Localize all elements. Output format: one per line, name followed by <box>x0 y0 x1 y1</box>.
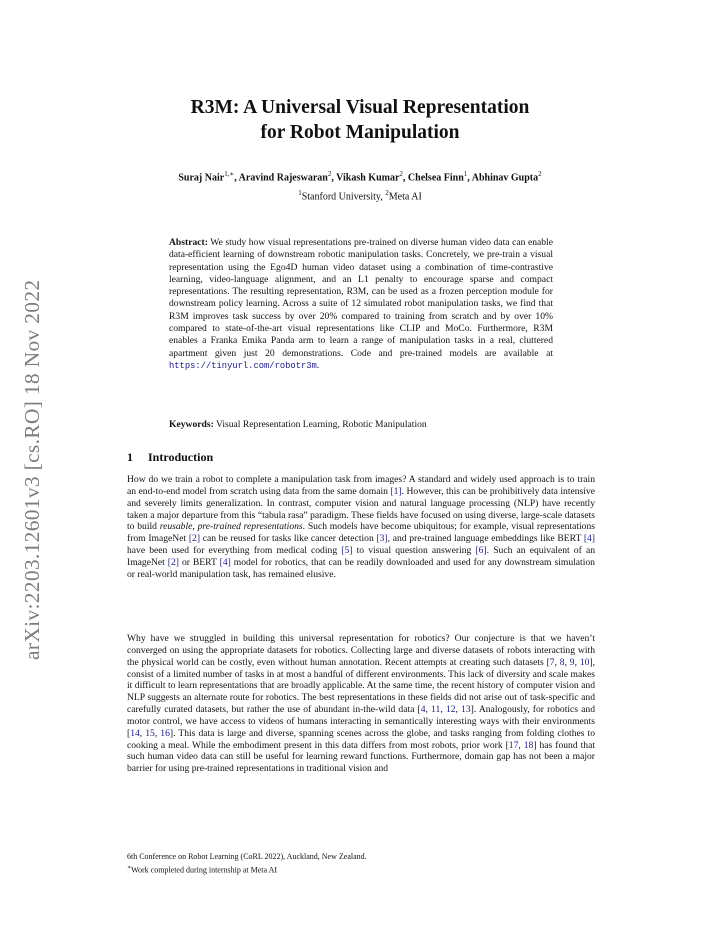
citation-link[interactable]: 16 <box>160 727 170 739</box>
affiliation-mark: 2 <box>385 189 389 197</box>
citation-link[interactable]: [4] <box>219 556 231 568</box>
text-run: can be reused for tasks like cancer detection <box>200 533 377 545</box>
author-name: Abhinav Gupta <box>471 172 539 184</box>
text-run: , <box>564 656 570 668</box>
footnote-mark: ∗ <box>127 864 132 871</box>
text-run: or BERT <box>178 556 220 568</box>
affiliation-1: Stanford University, <box>301 191 386 203</box>
text-run: . Such models have become ubiquitous; for example, visual representations from ImageNet <box>127 521 596 545</box>
author-footnote <box>127 863 367 876</box>
author-name: Vikash Kumar <box>336 172 400 184</box>
text-run: , <box>455 704 462 716</box>
text-run: , <box>139 727 146 739</box>
citation-link[interactable]: [2] <box>188 533 201 545</box>
citation-link[interactable]: [2] <box>167 556 179 568</box>
author-affiliation-mark: 2 <box>399 170 403 178</box>
author-name: Chelsea Finn <box>407 172 464 184</box>
text-run: , and pre-trained language embeddings like BERT <box>387 533 584 545</box>
citation-link[interactable]: 11 <box>431 704 441 716</box>
text-run: model for robotics, that can be readily downloaded and used for any downstream simulation or real-world manipulation task, has remained elusive. <box>127 556 595 580</box>
conference-note: 6th Conference on Robot Learning (CoRL 2022), Auckland, New Zealand. <box>127 852 367 861</box>
section-number: 1 <box>127 450 133 464</box>
abstract-text: We study how visual representations pre-trained on diverse human video data can enable data-efficient learning of downstream robotic manipulation tasks. Concretely, we pre-train a visual representation using the Ego4D human video dataset using a combination of time-contrastive learning, video-language alignment, and an L1 penalty to encourage sparse and compact representations. The resulting representation, R3M, can be used as a frozen perception module for downstream policy learning. Across a suite of 12 simulated robot manipulation tasks, we find that R3M improves task success by over 20% compared to training from scratch and by over 10% compared to state-of-the-art visual representations like CLIP and MoCo. Furthermore, R3M enables a Franka Emika Panda arm to learn a range of manipulation tasks in a real, cluttered apartment given just 20 demonstrations. Code and pre-trained models are available at <box>169 237 553 359</box>
text-run: ], consist of a limited number of tasks in at most a handful of different environments. This lack of diversity and scale makes it difficult to learn representations that are broadly applicable. At the same time, the recent history of computer vision and NLP suggests an alternate route for robotics. The best representations in these fields did not arise out of task-specific and carefully curated datasets, but rather the use of abundant in-the-wild data [ <box>127 656 595 716</box>
citation-link[interactable]: 8 <box>559 656 565 668</box>
text-run: , <box>440 704 446 716</box>
keywords <box>169 419 553 430</box>
abstract-label: Abstract: <box>169 237 208 248</box>
author-name: Suraj Nair <box>178 172 225 184</box>
keywords-label: Keywords: <box>169 419 214 430</box>
text-run: to visual question answering <box>352 545 476 557</box>
citation-link[interactable]: 17 <box>508 739 519 751</box>
keywords-text: Visual Representation Learning, Robotic Manipulation <box>216 419 427 430</box>
abstract <box>169 237 553 372</box>
text-run: ] has found that such human video data can still be useful for learning reward functions. Furthermore, domain gap has not been a major barrier for using pre-trained representations in traditional vision and <box>127 739 596 775</box>
footnote-text: Work completed during internship at Meta AI <box>131 865 278 875</box>
section-heading <box>127 450 213 465</box>
citation-link[interactable]: 10 <box>579 656 590 668</box>
author-affiliation-mark: 2 <box>538 170 542 178</box>
author-affiliation-mark: 1,∗ <box>224 170 235 178</box>
citation-link[interactable]: [5] <box>341 545 353 557</box>
author-affiliation-mark: 2 <box>327 170 332 178</box>
text-run: . Such an equivalent of an ImageNet <box>127 545 595 568</box>
text-run: , <box>518 739 524 751</box>
affiliations <box>0 189 720 202</box>
text-run: ]. This data is large and diverse, spanning scenes across the globe, and tasks ranging from folding clothes to cooking a meal. While the embodiment present in this data differs from most robots, prior work [ <box>127 727 596 751</box>
text-run: , <box>154 727 161 739</box>
citation-link[interactable]: 14 <box>130 727 140 739</box>
text-run: How do we train a robot to complete a manipulation task from images? A standard and widely used approach is to train an end-to-end model from scratch using data from the same domain <box>127 474 595 497</box>
citation-link[interactable]: 12 <box>445 704 456 716</box>
text-run: . However, this can be prohibitively data intensive and severely limits generalization. In contrast, computer vision and natural language processing (NLP) have recently taken a major departure from this “tabula rasa” paradigm. These fields have focused on using diverse, large-scale datasets to build <box>127 485 595 533</box>
text-run: , <box>425 704 432 716</box>
citation-link[interactable]: 9 <box>569 656 575 668</box>
footnotes <box>127 852 367 876</box>
emphasis-text: reusable, pre-trained representations <box>159 521 303 533</box>
author-list: Suraj Nair$^{1,∗}$, Aravind Rajeswaran$^2$, Vikash Kumar$^2$, Chelsea Finn$^1$, Abhinav Gupta$^2$ <box>178 170 542 184</box>
intro-paragraph-2 <box>127 633 595 775</box>
author-name: Aravind Rajeswaran <box>238 172 328 184</box>
citation-link[interactable]: 13 <box>461 704 471 716</box>
section-title: Introduction <box>148 450 214 464</box>
citation-link[interactable]: 18 <box>523 739 534 751</box>
text-run: have been used for everything from medical coding <box>127 545 342 557</box>
affiliation-2: Meta AI <box>388 191 422 203</box>
arxiv-identifier: arXiv:2203.12601v3 [cs.RO] 18 Nov 2022 <box>20 279 44 660</box>
citation-link[interactable]: 15 <box>145 727 155 739</box>
text-run: , <box>554 656 560 668</box>
affiliation-mark: 1 <box>298 189 302 197</box>
citation-link[interactable]: 4 <box>420 704 426 716</box>
citation-link[interactable]: [1] <box>390 485 402 497</box>
paper-title <box>0 95 720 145</box>
abstract-end: . <box>316 359 320 371</box>
title-line-2: for Robot Manipulation <box>260 122 460 143</box>
author-affiliation-mark: 1 <box>463 170 468 178</box>
code-link[interactable]: https://tinyurl.com/robotr3m <box>169 360 317 371</box>
citation-link[interactable]: 7 <box>549 656 555 668</box>
citation-link[interactable]: [6] <box>475 545 487 557</box>
citation-link[interactable]: [3] <box>376 533 388 545</box>
title-line-1: R3M: A Universal Visual Representation <box>190 97 530 118</box>
text-run: ]. Analogously, for robotics and motor control, we have access to videos of humans interacting in semantically interesting ways with their environments [ <box>127 704 596 739</box>
text-run: Why have we struggled in building this universal representation for robotics? Our conjecture is that we haven’t converged on using the appropriate datasets for robotics. Collecting large and diverse datasets of robots interacting with the physical world can be costly, even without human annotation. Recent attempts at creating such datasets [ <box>127 633 595 668</box>
citation-link[interactable]: [4] <box>583 533 595 545</box>
text-run: , <box>574 656 580 668</box>
intro-paragraph-1 <box>127 474 595 581</box>
